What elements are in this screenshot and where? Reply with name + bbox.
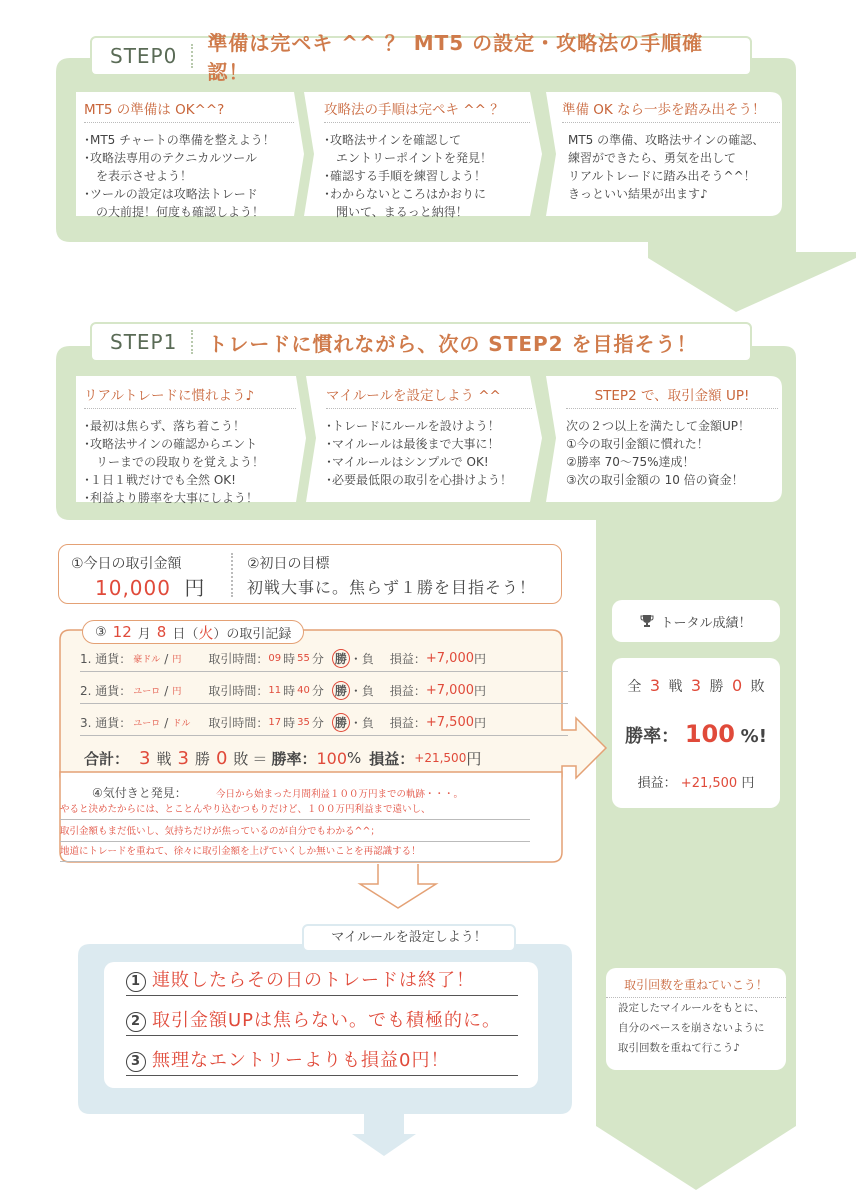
step0-card-line: リアルトレードに踏み出そう^^！ [568, 169, 756, 183]
row-m: 分 [311, 716, 324, 730]
step0-card-title: MT5 の準備は OK^^? [84, 98, 294, 123]
row-pl: +7,000 [425, 683, 474, 698]
rule-num: 1 [126, 972, 146, 992]
step0-card-line: 聞いて、まるっと納得！ [324, 205, 468, 219]
record-title-suffix: ）の取引記録 [213, 626, 292, 642]
notes-first: 今日から始まった月間利益１００万円までの軌跡・・・。 [216, 789, 464, 800]
total-header [612, 600, 780, 642]
step1-card-line: リーまでの段取りを覚えよう！ [84, 455, 265, 469]
step1-card-line: ･必要最低限の取引を心掛けよう！ [326, 473, 513, 487]
total-panel-unit: 円 [741, 776, 755, 791]
row-lose: ・負 [349, 652, 374, 666]
row-h: 時 [283, 716, 296, 730]
rule-text: 無理なエントリーよりも損益0円！ [152, 1050, 450, 1071]
step1-card-line: ②勝率 70～75%達成！ [566, 455, 695, 469]
step1-card-line: ･トレードにルールを設けよう！ [326, 419, 500, 433]
total-label: 合計： [84, 749, 130, 768]
notes-line: やると決めたからには、とことんやり込むつもりだけど、１００万円利益まで遠いし、 [60, 800, 530, 820]
total-panel-rate: 100 [684, 720, 735, 748]
record-title-prefix: ③ [95, 624, 107, 640]
step1-card-line: ･マイルールはシンプルで OK! [326, 455, 489, 469]
total-panel-losses: 0 [732, 676, 743, 695]
total-panel-pl: +21,500 [680, 776, 738, 791]
total-losses: 0 [215, 747, 228, 769]
rule-item [126, 1004, 518, 1036]
total-panel-pct: %! [740, 726, 767, 747]
total-rate-label: 勝率： [271, 749, 317, 768]
amount-label: ①今日の取引金額 [71, 556, 182, 572]
row-h: 時 [283, 652, 296, 666]
row-pl: +7,000 [425, 651, 474, 666]
goal-text: 初戦大事に。焦らず１勝を目指そう！ [247, 578, 537, 597]
row-min: 35 [297, 717, 310, 728]
total-panel-pl-label: 損益： [637, 776, 677, 791]
row-m: 分 [311, 684, 324, 698]
total-rate-line [612, 720, 780, 748]
step0-card-line: 練習ができたら、勇気を出して [568, 151, 737, 165]
step0-tag: STEP0 [110, 44, 193, 68]
row-pl-label: 損益： [389, 684, 426, 698]
step1-tag: STEP1 [110, 330, 193, 354]
row-min: 40 [297, 685, 310, 696]
step1-card-line: ①今の取引金額に慣れた！ [566, 437, 709, 451]
total-eq: ＝ [252, 749, 268, 768]
total-panel-wins: 3 [690, 676, 702, 695]
row-h: 時 [283, 684, 296, 698]
row-win: 勝 [332, 681, 350, 700]
total-pl: +21,500 [414, 751, 467, 765]
row-pl-label: 損益： [389, 652, 426, 666]
total-rate: 100 [316, 748, 347, 768]
rule-item [126, 964, 518, 996]
step0-card-line: ･ツールの設定は攻略法トレード [84, 187, 258, 201]
total-prefix: 全 [627, 679, 642, 695]
total-panel [612, 658, 780, 808]
row-hour: 17 [268, 717, 282, 728]
rule-text: 取引金額UPは焦らない。でも積極的に。 [152, 1010, 502, 1031]
row-currency1: ユーロ [133, 687, 161, 697]
row-hour: 11 [268, 685, 282, 696]
trophy-icon [640, 614, 654, 628]
step1-card-line: ･利益より勝率を大事にしよう！ [84, 491, 259, 505]
record-weekday: 火 [198, 623, 214, 642]
row-no: 1. 通貨： [80, 652, 132, 666]
step1-heading: トレードに慣れながら、次の STEP2 を目指そう！ [207, 331, 698, 356]
rule-item [126, 1044, 518, 1076]
record-day: 8 [156, 623, 167, 641]
row-unit: 円 [474, 652, 487, 666]
rule-num: 2 [126, 1012, 146, 1032]
row-unit: 円 [474, 716, 487, 730]
row-time-label: 取引時間： [208, 684, 269, 698]
rule-text: 連敗したらその日のトレードは終了！ [152, 970, 475, 991]
record-month-unit: 月 [137, 626, 151, 642]
step0-card-title: 攻略法の手順は完ペキ ^^ ？ [324, 98, 530, 123]
row-lose: ・負 [349, 684, 374, 698]
row-sep: / [164, 683, 169, 698]
total-panel-l: 敗 [750, 679, 765, 695]
step0-card-line: MT5 の準備、攻略法サインの確認、 [568, 133, 765, 147]
row-pl-label: 損益： [389, 716, 426, 730]
step1-card-line: ･攻略法サインの確認からエント [84, 437, 258, 451]
advice-line: 取引回数を重ねて行こう♪ [618, 1042, 740, 1054]
row-currency2: 円 [172, 655, 182, 665]
record-day-unit: 日（ [172, 626, 199, 642]
step0-card-line: ･わからないところはかおりに [324, 187, 487, 201]
step0-card-line: の大前提！何度も確認しよう！ [84, 205, 265, 219]
notes-label: ④気付きと発見： [92, 786, 187, 800]
rules-title: マイルールを設定しよう！ [302, 924, 516, 952]
step1-card-title: マイルールを設定しよう ^^ [326, 384, 532, 409]
row-currency1: 豪ドル [133, 655, 161, 665]
total-w: 勝 [194, 749, 210, 768]
row-hour: 09 [268, 653, 282, 664]
step0-card-line: ･攻略法サインを確認して [324, 133, 462, 147]
total-panel-rate-label: 勝率： [625, 726, 680, 747]
total-pl-line [612, 772, 780, 791]
step0-card-line: を表示させよう！ [84, 169, 193, 183]
total-header-text: トータル成績！ [660, 615, 752, 631]
total-battles: 3 [139, 747, 151, 769]
row-win: 勝 [332, 649, 350, 668]
row-currency2: 円 [172, 687, 182, 697]
step0-card-line: きっといい結果が出ます♪ [568, 187, 708, 201]
total-panel-w: 勝 [709, 679, 724, 695]
step0-card-title: 準備 OK なら一歩を踏み出そう！ [562, 98, 780, 123]
advice-line: 設定したマイルールをもとに、 [618, 1002, 765, 1014]
total-record-line [612, 676, 780, 696]
row-sep: / [164, 651, 169, 666]
total-panel-battles: 3 [649, 676, 660, 695]
step0-card-line: エントリーポイントを発見！ [324, 151, 493, 165]
row-time-label: 取引時間： [208, 716, 269, 730]
row-no: 3. 通貨： [80, 716, 132, 730]
amount-unit: 円 [184, 576, 206, 600]
row-lose: ・負 [349, 716, 374, 730]
step1-card-line: ③次の取引金額の 10 倍の資金！ [566, 473, 744, 487]
step0-card-line: ･確認する手順を練習しよう！ [324, 169, 487, 183]
rule-num: 3 [126, 1052, 146, 1072]
total-b: 戦 [156, 749, 172, 768]
step1-card-title: STEP2 で、取引金額 UP! [566, 384, 778, 409]
total-l: 敗 [233, 749, 249, 768]
step0-card-line: ･MT5 チャートの準備を整えよう！ [84, 133, 275, 147]
row-currency2: ドル [172, 719, 191, 729]
row-sep: / [164, 715, 169, 730]
total-panel-b: 戦 [668, 679, 683, 695]
step0-heading: 準備は完ペキ ^^ ？ MT5 の設定・攻略法の手順確認！ [207, 31, 704, 84]
row-currency1: ユーロ [133, 719, 161, 729]
step1-card-line: ･１日１戦だけでも全然 OK! [84, 473, 236, 487]
goal-label: ②初日の目標 [247, 556, 330, 572]
row-time-label: 取引時間： [208, 652, 269, 666]
record-month: 12 [112, 623, 132, 641]
total-pct: % [347, 749, 362, 767]
advice-title: 取引回数を重ねていこう！ [606, 976, 786, 998]
row-pl: +7,500 [425, 715, 474, 730]
notes-line: 地道にトレードを重ねて、徐々に取引金額を上げていくしか無いことを再認識する！ [60, 842, 530, 862]
step0-card-line: ･攻略法専用のテクニカルツール [84, 151, 258, 165]
row-win: 勝 [332, 713, 350, 732]
advice-panel [606, 968, 786, 1070]
row-min: 55 [297, 653, 310, 664]
row-m: 分 [311, 652, 324, 666]
step1-card-line: 次の２つ以上を満たして金額UP！ [566, 419, 751, 433]
amount-value: 10,000 [95, 576, 171, 600]
row-unit: 円 [474, 684, 487, 698]
total-unit: 円 [466, 749, 482, 768]
step1-card-line: ･マイルールは最後まで大事に！ [326, 437, 500, 451]
step1-card-title: リアルトレードに慣れよう♪ [84, 384, 296, 409]
row-no: 2. 通貨： [80, 684, 132, 698]
advice-line: 自分のペースを崩さないように [618, 1022, 765, 1034]
total-wins: 3 [177, 747, 189, 769]
step1-card-line: ･最初は焦らず、落ち着こう！ [84, 419, 246, 433]
notes-line: 取引金額もまだ低いし、気持ちだけが焦っているのが自分でもわかる^^； [60, 822, 530, 842]
total-pl-label: 損益： [369, 749, 415, 768]
